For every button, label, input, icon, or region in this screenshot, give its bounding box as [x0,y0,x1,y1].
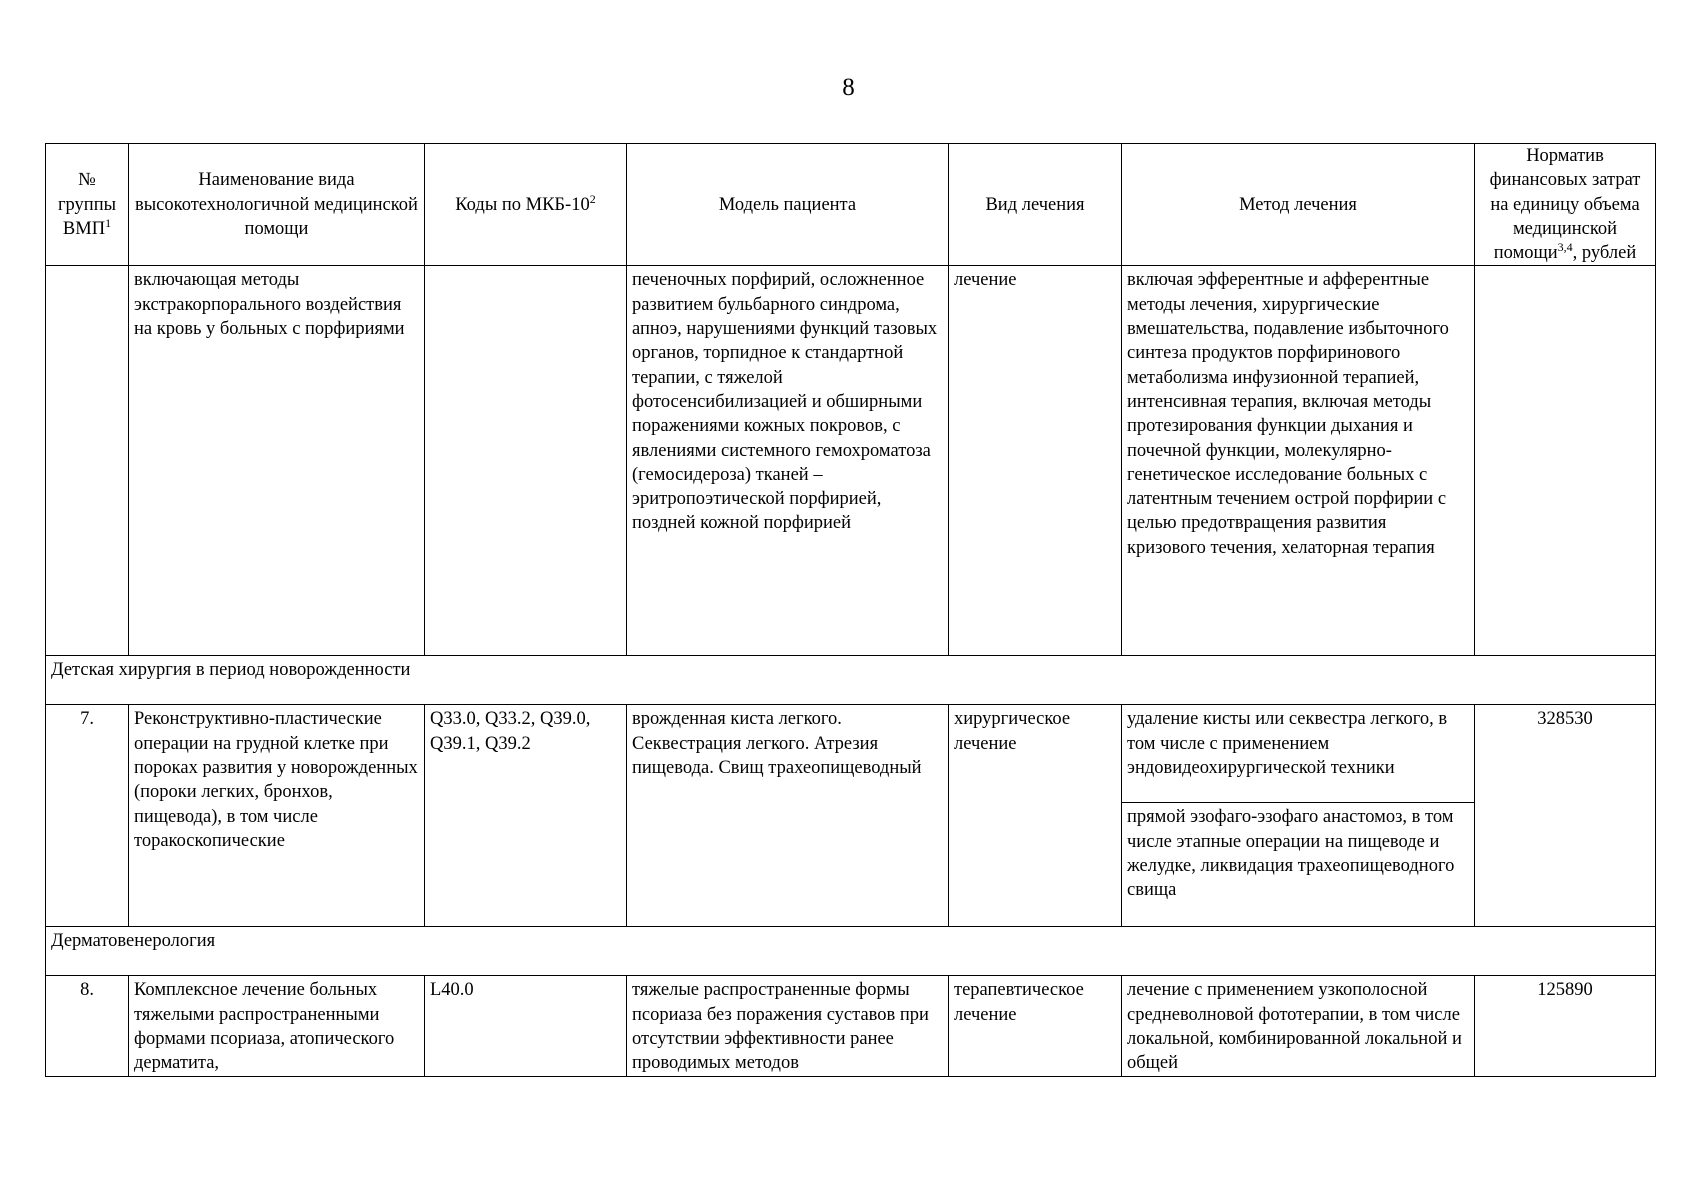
cell-treatment-method: лечение с применением узкополосной средневолновой фототерапии, в том числе локальной, комбинированной локальной и общей [1122,976,1475,1076]
cell-cost [1475,266,1656,656]
header-care-type: Наименование вида высокотехнологичной медицинской помощи [129,144,425,266]
cell-cost: 328530 [1475,705,1656,927]
header-treatment-type: Вид лечения [949,144,1122,266]
cell-group [46,266,129,656]
header-treatment-method: Метод лечения [1122,144,1475,266]
cell-icd-codes: L40.0 [425,976,627,1076]
method-item: удаление кисты или секвестра легкого, в том числе с применением эндовидеохирургической техники [1127,709,1448,779]
cell-group: 7. [46,705,129,927]
section-title: Дерматовенерология [46,927,1656,976]
cell-care-type: включающая методы экстракорпорального воздействия на кровь у больных с порфириями [129,266,425,656]
cell-treatment-type: терапевтическое лечение [949,976,1122,1076]
cell-icd-codes [425,266,627,656]
cell-patient-model: тяжелые распространенные формы псориаза без поражения суставов при отсутствии эффективности ранее проводимых методов [627,976,949,1076]
table-row [46,976,1656,1076]
header-cost-norm: Норматив финансовых затрат на единицу объема медицинской помощи$^{3,4}$, рублей [1475,144,1656,266]
cell-patient-model: врожденная киста легкого. Секвестрация легкого. Атрезия пищевода. Свищ трахеопищеводный [627,705,949,927]
cell-patient-model: печеночных порфирий, осложненное развитием бульбарного синдрома, апноэ, нарушениями функций тазовых органов, торпидное к стандартной терапии, с тяжелой фотосенсибилизацией и обширными поражениями кожных покровов, с явлениями системного гемохроматоза (гемосидероза) тканей – эритропоэтической порфирией, поздней кожной порфирией [627,266,949,656]
section-heading-row [46,927,1656,976]
cell-treatment-type: хирургическое лечение [949,705,1122,927]
header-patient-model: Модель пациента [627,144,949,266]
section-heading-row [46,656,1656,705]
cell-treatment-method: включая эфферентные и афферентные методы лечения, хирургические вмешательства, подавление избыточного синтеза продуктов порфиринового метаболизма инфузионной терапией, интенсивная терапия, включая методы протезирования функции дыхания и почечной функции, молекулярно-генетическое исследование больных с латентным течением острой порфирии с целью предотвращения развития кризового течения, хелаторная терапия [1122,266,1475,656]
cell-treatment-method [1122,705,1475,927]
vmp-table [45,143,1656,1077]
header-row [46,144,1656,266]
header-icd-codes: Коды по МКБ-$10^2$ [425,144,627,266]
section-title: Детская хирургия в период новорожденности [46,656,1656,705]
cell-care-type: Реконструктивно-пластические операции на грудной клетке при пороках развития у новорожденных (пороки легких, бронхов, пищевода), в том числе торакоскопические [129,705,425,927]
table-row [46,705,1656,927]
page-number: 8 [842,74,855,101]
cell-group: 8. [46,976,129,1076]
header-group-number: № группы ВМП$^1$ [46,144,129,266]
cell-icd-codes: Q33.0, Q33.2, Q39.0, Q39.1, Q39.2 [425,705,627,927]
cell-care-type: Комплексное лечение больных тяжелыми распространенными формами псориаза, атопического дерматита, [129,976,425,1076]
cell-treatment-type: лечение [949,266,1122,656]
method-item: прямой эзофаго-эзофаго анастомоз, в том числе этапные операции на пищеводе и желудке, ликвидация трахеопищеводного свища [1122,802,1474,902]
cell-cost: 125890 [1475,976,1656,1076]
table-row [46,266,1656,656]
